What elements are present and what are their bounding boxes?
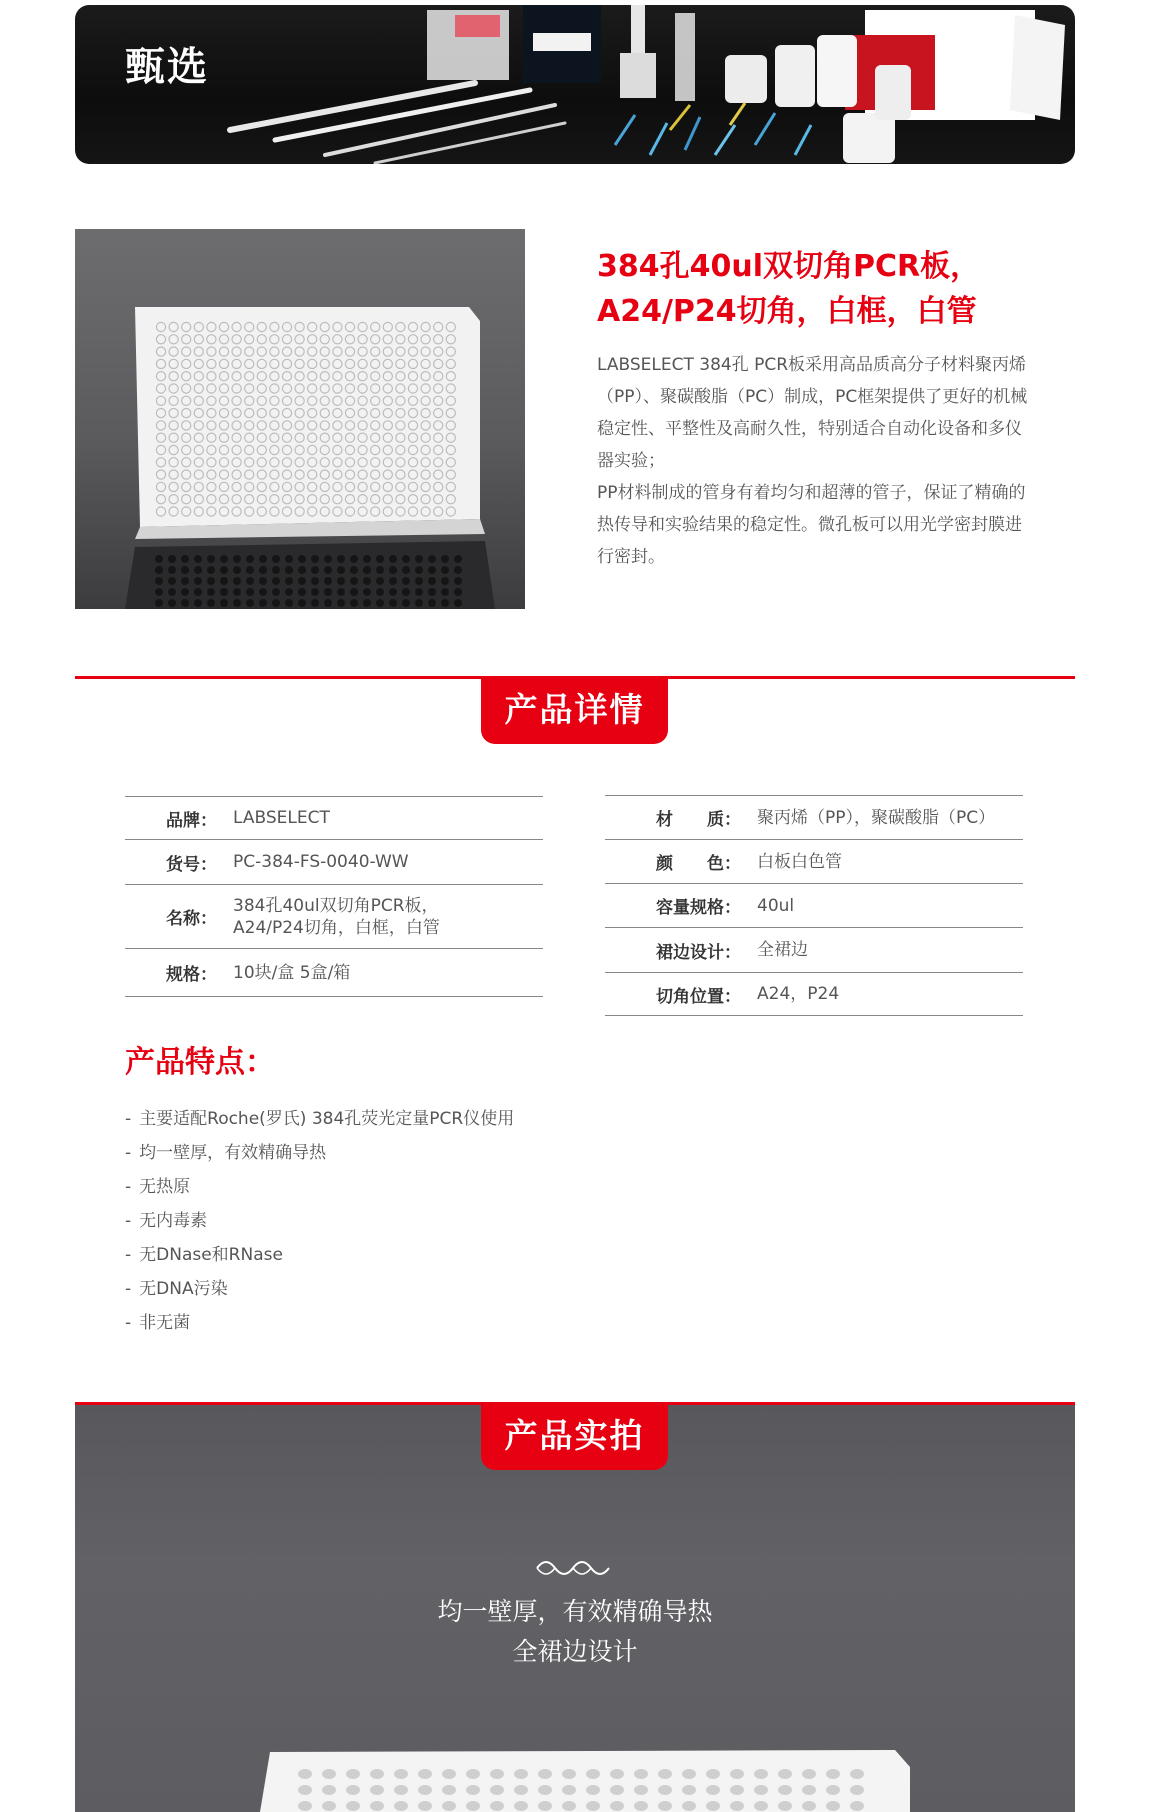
- plate-well-reflection: [415, 566, 423, 574]
- plate-well-reflection: [337, 577, 345, 585]
- plate-well-reflection: [168, 599, 176, 607]
- spec-value: 384孔40ul双切角PCR板，A24/P24切角，白框，白管: [233, 895, 440, 938]
- gallery-plate-well: [802, 1769, 816, 1779]
- plate-well-reflection: [389, 588, 397, 596]
- plate-well-reflection: [311, 577, 319, 585]
- gallery-plate-well: [682, 1801, 696, 1811]
- spec-row: [125, 948, 543, 997]
- feature-text: 无DNase和RNase: [139, 1245, 283, 1265]
- plate-well-reflection: [402, 588, 410, 596]
- plate-well-reflection: [454, 577, 462, 585]
- plate-well-reflection: [389, 566, 397, 574]
- plate-well-reflection: [454, 599, 462, 607]
- gallery-plate-well: [586, 1769, 600, 1779]
- wave-ornament-icon: [535, 1560, 615, 1576]
- gallery-plate-well: [322, 1769, 336, 1779]
- gallery-plate-well: [538, 1769, 552, 1779]
- plate-well-reflection: [402, 599, 410, 607]
- plate-well-reflection: [246, 566, 254, 574]
- plate-well-reflection: [272, 566, 280, 574]
- description-paragraph: LABSELECT 384孔 PCR板采用高品质高分子材料聚丙烯（PP）、聚碳酸脂（PC）制成，PC框架提供了更好的机械稳定性、平整性及高耐久性，特别适合自动化设备和多仪器实验；: [597, 355, 1028, 471]
- plate-well-reflection: [428, 599, 436, 607]
- plate-well-reflection: [350, 599, 358, 607]
- feature-item: - 主要适配Roche(罗氏) 384孔荧光定量PCR仪使用: [125, 1109, 515, 1129]
- gallery-plate-well: [682, 1785, 696, 1795]
- gallery-caption-1: 均一壁厚，有效精确导热: [437, 1597, 713, 1626]
- spec-row: [605, 839, 1023, 883]
- feature-item: - 无内毒素: [125, 1211, 208, 1231]
- plate-well-reflection: [298, 566, 306, 574]
- gallery-plate-well: [418, 1801, 432, 1811]
- spec-row: [605, 883, 1023, 927]
- plate-well-reflection: [272, 555, 280, 563]
- gallery-plate-well: [418, 1785, 432, 1795]
- plate-well-reflection: [220, 555, 228, 563]
- plate-well-reflection: [285, 566, 293, 574]
- plate-well-reflection: [181, 577, 189, 585]
- spec-value: 全裙边: [757, 940, 808, 960]
- gallery-plate-well: [634, 1785, 648, 1795]
- plate-well-reflection: [194, 599, 202, 607]
- gallery-plate-well: [370, 1801, 384, 1811]
- feature-text: 均一壁厚，有效精确导热: [139, 1143, 327, 1163]
- plate-well-reflection: [220, 588, 228, 596]
- plate-well-reflection: [402, 566, 410, 574]
- gallery-plate-well: [610, 1769, 624, 1779]
- plate-well-reflection: [168, 588, 176, 596]
- gallery-plate-well: [346, 1785, 360, 1795]
- features-list: [125, 1102, 514, 1340]
- gallery-plate-well: [610, 1785, 624, 1795]
- gallery-plate-well: [754, 1785, 768, 1795]
- gallery-plate-well: [466, 1801, 480, 1811]
- plate-well-reflection: [311, 555, 319, 563]
- feature-text: 无DNA污染: [139, 1279, 228, 1299]
- description-paragraph: PP材料制成的管身有着均匀和超薄的管子，保证了精确的热传导和实验结果的稳定性。微孔板可以用光学密封膜进行密封。: [597, 483, 1026, 567]
- plate-well-reflection: [181, 566, 189, 574]
- gallery-plate-well: [298, 1785, 312, 1795]
- gallery-plate-well: [802, 1801, 816, 1811]
- plate-well-reflection: [363, 577, 371, 585]
- plate-well-reflection: [285, 599, 293, 607]
- gallery-plate-well: [322, 1785, 336, 1795]
- plate-well-reflection: [454, 588, 462, 596]
- plate-well-reflection: [337, 566, 345, 574]
- plate-well-reflection: [194, 588, 202, 596]
- spec-table-left: [125, 796, 543, 997]
- banner-lab-products-illustration: [75, 5, 1075, 164]
- plate-well-reflection: [246, 588, 254, 596]
- plate-well-reflection: [259, 588, 267, 596]
- feature-item: - 无DNA污染: [125, 1279, 228, 1299]
- gallery-plate-well: [586, 1801, 600, 1811]
- plate-well-reflection: [207, 577, 215, 585]
- plate-well-reflection: [259, 577, 267, 585]
- feature-text: 主要适配Roche(罗氏) 384孔荧光定量PCR仪使用: [139, 1109, 515, 1129]
- plate-well-reflection: [441, 566, 449, 574]
- plate-well-reflection: [207, 566, 215, 574]
- gallery-plate-well: [298, 1769, 312, 1779]
- gallery-plate-well: [730, 1801, 744, 1811]
- gallery-plate-well: [778, 1785, 792, 1795]
- spec-key: 规格：: [166, 965, 217, 985]
- gallery-plate-well: [346, 1769, 360, 1779]
- gallery-plate-well: [442, 1785, 456, 1795]
- plate-well-reflection: [233, 588, 241, 596]
- gallery-plate-well: [778, 1801, 792, 1811]
- feature-text: 非无菌: [139, 1313, 191, 1333]
- spec-value: 白板白色管: [757, 851, 842, 872]
- plate-well-reflection: [246, 577, 254, 585]
- spec-key: 材 质：: [656, 810, 741, 830]
- spec-table-right: [605, 795, 1023, 1016]
- spec-key: 裙边设计：: [656, 942, 741, 963]
- plate-well-reflection: [155, 555, 163, 563]
- plate-well-reflection: [155, 577, 163, 585]
- gallery-plate-well: [730, 1769, 744, 1779]
- pcr-plate-illustration: [75, 229, 525, 609]
- plate-well-reflection: [298, 555, 306, 563]
- gallery-plate-well: [754, 1769, 768, 1779]
- spec-value: 40ul: [757, 895, 795, 916]
- plate-well-reflection: [350, 566, 358, 574]
- gallery-plate-well: [490, 1785, 504, 1795]
- plate-well-reflection: [194, 577, 202, 585]
- spec-value: 10块/盒 5盒/箱: [233, 962, 351, 983]
- plate-well-reflection: [441, 599, 449, 607]
- plate-well-reflection: [402, 577, 410, 585]
- plate-well-reflection: [285, 577, 293, 585]
- gallery-plate-well: [394, 1801, 408, 1811]
- plate-well-reflection: [259, 566, 267, 574]
- gallery-plate-well: [778, 1769, 792, 1779]
- plate-well-reflection: [324, 599, 332, 607]
- spec-row: [605, 795, 1023, 839]
- plate-well-reflection: [324, 577, 332, 585]
- plate-well-reflection: [350, 588, 358, 596]
- spec-row: [125, 796, 543, 839]
- gallery-plate-well: [394, 1769, 408, 1779]
- gallery-plate-well: [610, 1801, 624, 1811]
- gallery-plate-well: [418, 1769, 432, 1779]
- features-title: 产品特点：: [125, 1045, 275, 1080]
- feature-item: - 非无菌: [125, 1313, 191, 1333]
- plate-well-reflection: [259, 555, 267, 563]
- plate-well-reflection: [324, 588, 332, 596]
- plate-well-reflection: [428, 588, 436, 596]
- gallery-plate-well: [514, 1785, 528, 1795]
- plate-well-reflection: [155, 588, 163, 596]
- plate-well-reflection: [155, 566, 163, 574]
- plate-well-reflection: [428, 577, 436, 585]
- plate-well-reflection: [402, 555, 410, 563]
- plate-well-reflection: [311, 566, 319, 574]
- plate-well-reflection: [376, 588, 384, 596]
- gallery-plate-well: [370, 1769, 384, 1779]
- feature-text: 无热原: [139, 1177, 191, 1197]
- plate-well-reflection: [415, 555, 423, 563]
- gallery-plate-well: [298, 1801, 312, 1811]
- feature-item: - 无DNase和RNase: [125, 1245, 283, 1265]
- hero-banner: [75, 5, 1075, 164]
- gallery-plate-well: [850, 1801, 864, 1811]
- plate-well-reflection: [441, 588, 449, 596]
- gallery-plate-well: [346, 1801, 360, 1811]
- plate-well-reflection: [233, 566, 241, 574]
- plate-well-reflection: [337, 588, 345, 596]
- plate-well-reflection: [376, 555, 384, 563]
- plate-well-reflection: [194, 555, 202, 563]
- gallery-plate-well: [826, 1769, 840, 1779]
- plate-well-reflection: [441, 555, 449, 563]
- gallery-plate-well: [802, 1785, 816, 1795]
- gallery-plate-well: [562, 1785, 576, 1795]
- plate-well-reflection: [441, 577, 449, 585]
- spec-key: 品牌：: [166, 810, 217, 831]
- gallery-plate-well: [562, 1769, 576, 1779]
- spec-key: 切角位置：: [656, 986, 741, 1007]
- plate-well-reflection: [181, 588, 189, 596]
- plate-well-reflection: [337, 555, 345, 563]
- plate-well-reflection: [233, 577, 241, 585]
- plate-well-reflection: [454, 555, 462, 563]
- product-description: [597, 349, 1037, 573]
- gallery-plate-well: [394, 1785, 408, 1795]
- banner-brand-text: 甄选: [125, 44, 209, 90]
- section-title-gallery: 产品实拍: [481, 1405, 668, 1470]
- gallery-plate-well: [490, 1801, 504, 1811]
- plate-well-reflection: [246, 599, 254, 607]
- plate-well-reflection: [311, 599, 319, 607]
- plate-well-reflection: [207, 599, 215, 607]
- plate-well-reflection: [298, 599, 306, 607]
- plate-well-reflection: [363, 588, 371, 596]
- spec-row: [605, 927, 1023, 972]
- product-title: 384孔40ul双切角PCR板，A24/P24切角，白框，白管: [597, 249, 981, 329]
- gallery-plate-well: [466, 1785, 480, 1795]
- spec-value: LABSELECT: [233, 808, 330, 828]
- gallery-plate-well: [562, 1801, 576, 1811]
- plate-well-reflection: [363, 566, 371, 574]
- spec-row: [125, 839, 543, 884]
- plate-well-reflection: [350, 577, 358, 585]
- plate-well-reflection: [168, 566, 176, 574]
- plate-well-reflection: [207, 588, 215, 596]
- gallery-plate-well: [538, 1785, 552, 1795]
- gallery-plate-well: [466, 1769, 480, 1779]
- gallery-plate-well: [586, 1785, 600, 1795]
- plate-well-reflection: [376, 566, 384, 574]
- gallery-plate-well: [850, 1785, 864, 1795]
- plate-well-reflection: [389, 555, 397, 563]
- gallery-plate-well: [634, 1769, 648, 1779]
- feature-text: 无内毒素: [139, 1211, 208, 1231]
- spec-row: [125, 884, 543, 948]
- gallery-plate-well: [706, 1785, 720, 1795]
- plate-well-reflection: [428, 555, 436, 563]
- plate-well-reflection: [376, 599, 384, 607]
- plate-well-reflection: [272, 577, 280, 585]
- plate-well-reflection: [324, 566, 332, 574]
- gallery-plate-well: [850, 1769, 864, 1779]
- gallery-plate-well: [634, 1801, 648, 1811]
- plate-well-reflection: [350, 555, 358, 563]
- plate-well-reflection: [168, 577, 176, 585]
- gallery-plate-well: [706, 1801, 720, 1811]
- plate-well-reflection: [168, 555, 176, 563]
- plate-well-reflection: [194, 566, 202, 574]
- feature-item: - 均一壁厚，有效精确导热: [125, 1143, 327, 1163]
- gallery-plate-well: [826, 1785, 840, 1795]
- plate-well-reflection: [207, 555, 215, 563]
- gallery-plate-well: [682, 1769, 696, 1779]
- gallery-plate-well: [730, 1785, 744, 1795]
- plate-well-reflection: [415, 588, 423, 596]
- gallery-plate-well: [514, 1769, 528, 1779]
- gallery-plate-well: [538, 1801, 552, 1811]
- gallery-plate-well: [826, 1801, 840, 1811]
- spec-row: [605, 972, 1023, 1016]
- plate-well-reflection: [233, 599, 241, 607]
- gallery-plate-well: [706, 1769, 720, 1779]
- plate-well-reflection: [363, 599, 371, 607]
- spec-key: 货号：: [166, 854, 217, 875]
- plate-well-reflection: [311, 588, 319, 596]
- gallery-plate-well: [754, 1801, 768, 1811]
- gallery-plate-well: [322, 1801, 336, 1811]
- spec-value: A24，P24: [757, 984, 840, 1004]
- spec-key: 颜 色：: [656, 854, 741, 874]
- gallery-plate-well: [442, 1801, 456, 1811]
- spec-key: 名称：: [166, 909, 217, 929]
- gallery-plate-well: [658, 1769, 672, 1779]
- plate-well-reflection: [428, 566, 436, 574]
- plate-well-reflection: [246, 555, 254, 563]
- gallery-plate-well: [658, 1785, 672, 1795]
- plate-well-reflection: [181, 599, 189, 607]
- gallery-plate-well: [442, 1769, 456, 1779]
- product-photo: [75, 229, 525, 609]
- plate-well-reflection: [298, 588, 306, 596]
- spec-value: PC-384-FS-0040-WW: [233, 852, 409, 872]
- plate-well-reflection: [324, 555, 332, 563]
- plate-well-reflection: [298, 577, 306, 585]
- plate-well-reflection: [220, 577, 228, 585]
- plate-well-reflection: [259, 599, 267, 607]
- plate-well-reflection: [415, 599, 423, 607]
- gallery-caption-2: 全裙边设计: [512, 1637, 638, 1666]
- plate-well-reflection: [363, 555, 371, 563]
- plate-well-reflection: [272, 599, 280, 607]
- plate-well-reflection: [181, 555, 189, 563]
- plate-well-reflection: [415, 577, 423, 585]
- gallery-plate-well: [658, 1801, 672, 1811]
- plate-well-reflection: [389, 599, 397, 607]
- gallery-plate-well: [514, 1801, 528, 1811]
- gallery-plate-well: [370, 1785, 384, 1795]
- feature-item: - 无热原: [125, 1177, 191, 1197]
- plate-well-reflection: [285, 555, 293, 563]
- plate-well-reflection: [337, 599, 345, 607]
- plate-well-reflection: [220, 566, 228, 574]
- plate-well-reflection: [233, 555, 241, 563]
- plate-well-reflection: [454, 566, 462, 574]
- plate-well-reflection: [155, 599, 163, 607]
- spec-value: 聚丙烯（PP），聚碳酸脂（PC）: [757, 807, 996, 828]
- plate-well-reflection: [389, 577, 397, 585]
- plate-well-reflection: [272, 588, 280, 596]
- plate-well-reflection: [285, 588, 293, 596]
- section-title-details: 产品详情: [481, 679, 668, 744]
- gallery-plate-well: [490, 1769, 504, 1779]
- plate-well-reflection: [220, 599, 228, 607]
- spec-key: 容量规格：: [656, 898, 741, 918]
- plate-well-reflection: [376, 577, 384, 585]
